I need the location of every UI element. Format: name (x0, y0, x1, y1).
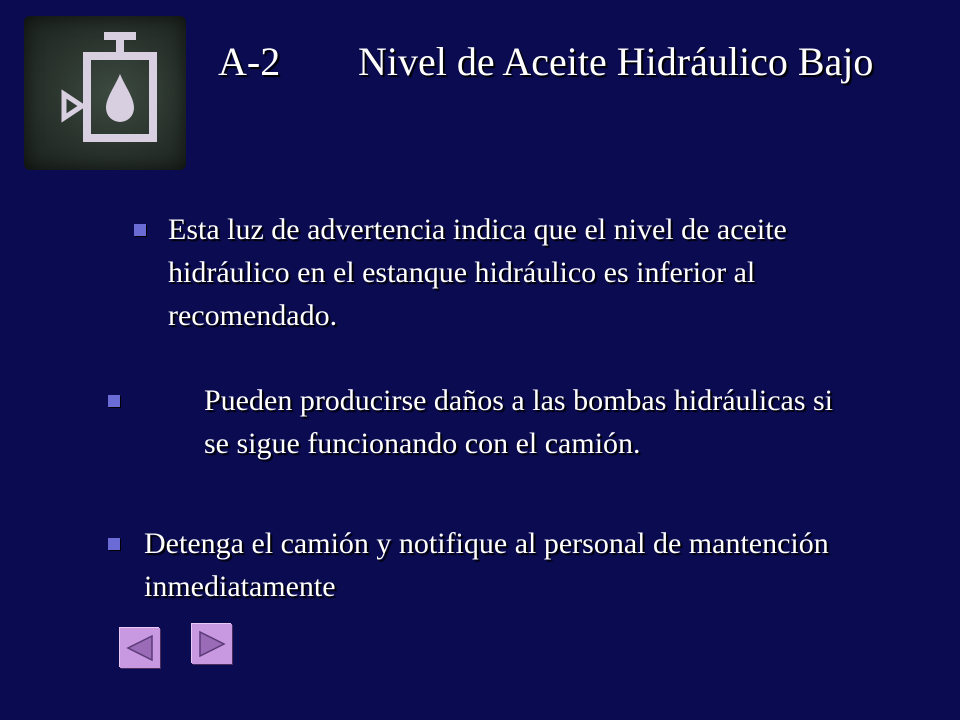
bullet-text: Pueden producirse daños a las bombas hidráulicas si se sigue funcionando con el camión. (204, 384, 834, 460)
title-text: Nivel de Aceite Hidráulico Bajo (358, 39, 874, 84)
square-bullet-icon (134, 224, 146, 236)
title-code: A-2 (218, 39, 281, 84)
triangle-left-icon (120, 628, 160, 668)
hydraulic-tank-drop-icon (24, 16, 186, 170)
next-slide-button[interactable] (192, 624, 232, 664)
bullet-item (108, 379, 848, 465)
bullet-item (108, 522, 848, 608)
bullet-text: Esta luz de advertencia indica que el nivel de aceite hidráulico en el estanque hidráulico es inferior al recomendado. (168, 213, 787, 332)
bullet-item (134, 208, 854, 337)
triangle-right-icon (192, 624, 232, 664)
square-bullet-icon (108, 538, 120, 550)
hydraulic-oil-warning-icon (24, 16, 186, 170)
slide-title (218, 39, 874, 84)
previous-slide-button[interactable] (120, 628, 160, 668)
bullet-text: Detenga el camión y notifique al personal de mantención inmediatamente (144, 527, 829, 603)
square-bullet-icon (108, 395, 120, 407)
